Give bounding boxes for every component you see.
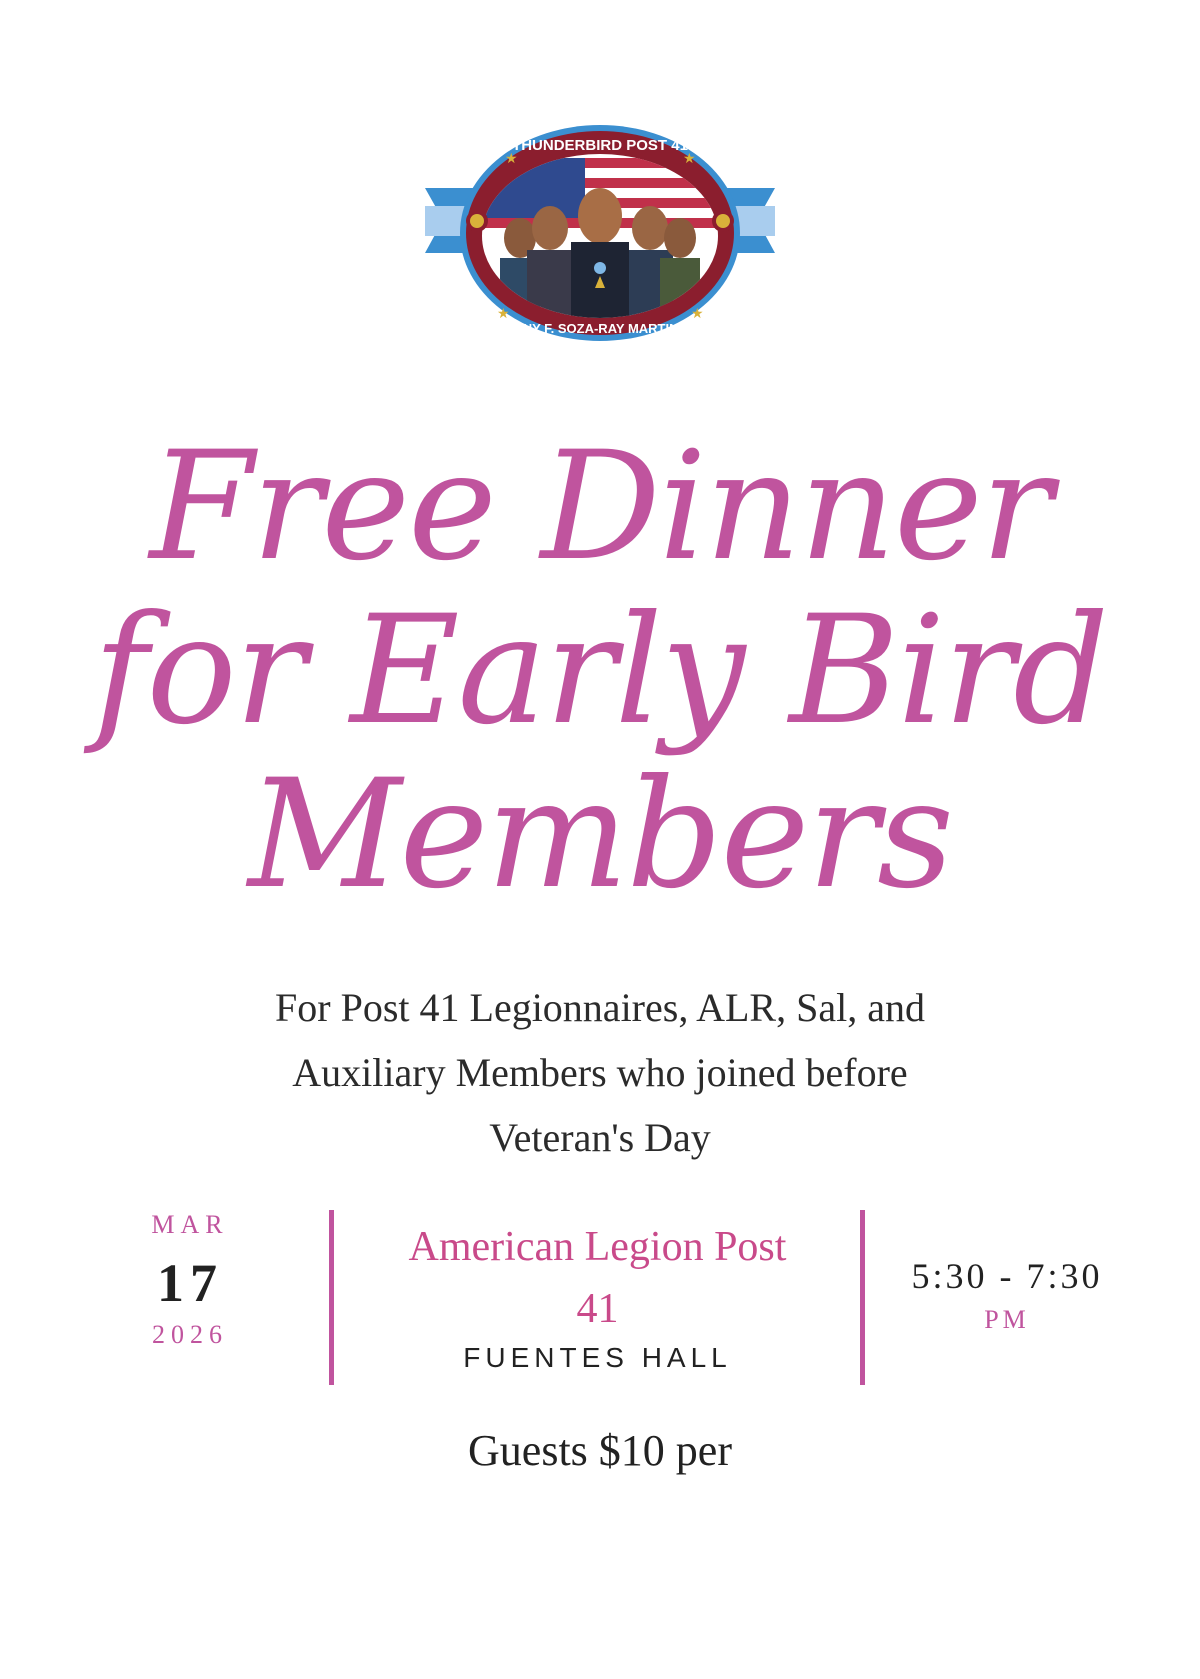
time-range: 5:30 - 7:30 <box>911 1256 1103 1296</box>
eligibility-text <box>150 975 1050 1170</box>
headline-line-2: for Early Bird <box>92 584 1108 758</box>
date-day: 17 <box>157 1253 223 1313</box>
event-time <box>882 1255 1132 1335</box>
headline-line-3: Members <box>247 748 953 922</box>
date-year: 2026 <box>152 1320 228 1349</box>
eligibility-line-1: For Post 41 Legionnaires, ALR, Sal, and <box>275 985 925 1030</box>
event-date <box>120 1210 260 1350</box>
divider-left <box>329 1210 334 1385</box>
guest-price: Guests $10 per <box>468 1426 732 1475</box>
venue-hall: FUENTES HALL <box>463 1342 732 1373</box>
headline-line-1: Free Dinner <box>149 420 1051 594</box>
logo-top-text: THUNDERBIRD POST 41 <box>512 137 688 154</box>
svg-text:★: ★ <box>691 306 704 322</box>
venue-name-line-2: 41 <box>576 1286 619 1332</box>
eligibility-line-2: Auxiliary Members who joined before <box>292 1050 908 1095</box>
headline <box>60 420 1140 922</box>
date-month: MAR <box>151 1210 229 1239</box>
eligibility-line-3: Veteran's Day <box>489 1115 711 1160</box>
svg-text:★: ★ <box>505 151 518 167</box>
divider-right <box>860 1210 865 1385</box>
svg-text:★: ★ <box>683 151 696 167</box>
event-venue <box>345 1216 850 1374</box>
time-ampm: PM <box>984 1305 1030 1334</box>
svg-text:★: ★ <box>497 306 510 322</box>
post-41-logo <box>425 118 775 348</box>
venue-name-line-1: American Legion Post <box>408 1224 787 1270</box>
logo-emblem <box>425 118 775 348</box>
logo-bottom-text: TONY F. SOZA-RAY MARTINEZ <box>504 321 696 336</box>
